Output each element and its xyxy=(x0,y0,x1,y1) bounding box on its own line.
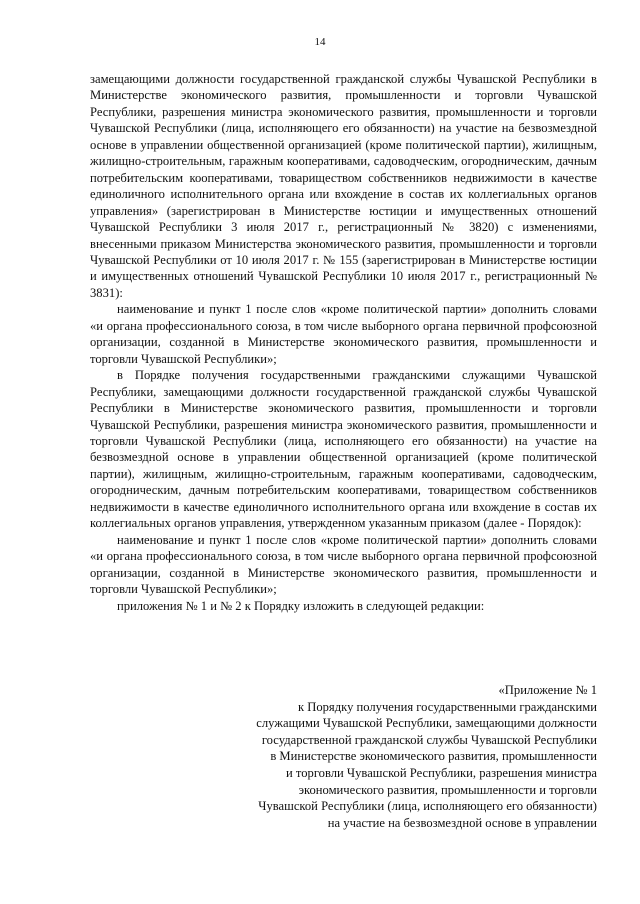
paragraph-amendment-item: наименование и пункт 1 после слов «кроме политической партии» дополнить словами «и органа профессионального союза, в том числе выборного органа первичной профсоюзной организации, созданной в Министерстве экономического развития, промышленности и торговли Чувашской Республики»; xyxy=(90,532,597,597)
appendix-line: в Министерстве экономического развития, промышленности xyxy=(270,749,597,764)
paragraph-continuation: замещающими должности государственной гражданской службы Чувашской Республики в Министерстве экономического развития, промышленности и торговли Чувашской Республики, разрешения министра экономического развития, промышленности и торговли Чувашской Республики (лица, исполняющего его обязанности) на участие на безвозмездной основе в управлении общественной организацией (кроме политической партии), жилищным, жилищно-строительным, гаражным кооперативами, садоводческим, огородническим, дачным потребительским кооперативами, товариществом собственников недвижимости в качестве единоличного исполнительного органа или вхождение в состав их коллегиальных органов управления» (зарегистрирован в Министерстве юстиции и имущественных отношений Чувашской Республики 3 июля 2017 г., регистрационный № 3820) с изменениями, внесенными приказом Министерства экономического развития, промышленности и торговли Чувашской Республики от 10 июля 2017 г. № 155 (зарегистрирован в Министерстве юстиции и имущественных отношений Чувашской Республики 10 июля 2017 г., регистрационный № 3831): xyxy=(90,72,597,300)
document-body xyxy=(90,71,597,614)
appendix-line: экономического развития, промышленности и торговли xyxy=(298,782,597,797)
paragraph-appendices: приложения № 1 и № 2 к Порядку изложить в следующей редакции: xyxy=(117,598,485,613)
appendix-header xyxy=(200,682,597,831)
paragraph-procedure: в Порядке получения государственными гражданскими служащими Чувашской Республики, замещающими должности государственной гражданской службы Чувашской Республики в Министерстве экономического развития, промышленности и торговли Чувашской Республики, разрешения министра экономического развития, промышленности и торговли Чувашской Республики (лица, исполняющего его обязанности) на участие на безвозмездной основе в управлении общественной организацией (кроме политической партии), жилищным, жилищно-строительным, гаражным кооперативами, садоводческим, огородническим, дачным потребительским кооперативами, товариществом собственников недвижимости в качестве единоличного исполнительного органа или вхождение в состав их коллегиальных органов управления, утвержденном указанным приказом (далее - Порядок): xyxy=(90,368,597,531)
page-number: 14 xyxy=(314,36,326,48)
appendix-line: служащими Чувашской Республики, замещающими должности xyxy=(256,716,597,731)
appendix-line: к Порядку получения государственными гражданскими xyxy=(297,699,597,714)
appendix-line: Чувашской Республики (лица, исполняющего его обязанности) xyxy=(258,799,597,814)
appendix-title: «Приложение № 1 xyxy=(498,683,597,697)
appendix-line: государственной гражданской службы Чувашской Республики xyxy=(261,732,597,747)
appendix-line: на участие на безвозмездной основе в управлении xyxy=(327,815,597,830)
appendix-line: и торговли Чувашской Республики, разрешения министра xyxy=(286,765,597,780)
paragraph-amendment-title: наименование и пункт 1 после слов «кроме политической партии» дополнить словами «и органа профессионального союза, в том числе выборного органа первичной профсоюзной организации, созданной в Министерстве экономического развития, промышленности и торговли Чувашской Республики»; xyxy=(90,302,597,366)
